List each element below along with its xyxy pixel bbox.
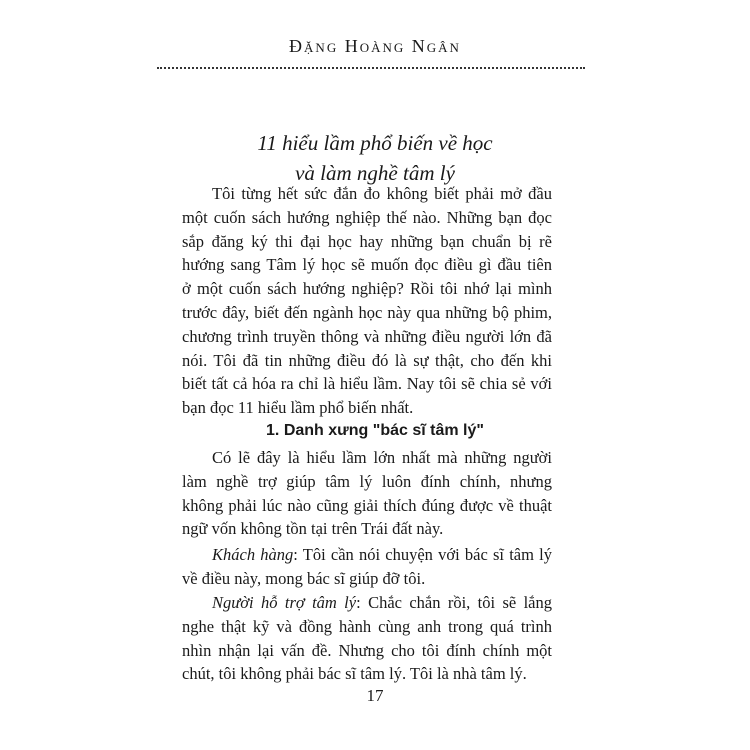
text-line: không phải lúc nào cũng giải thích đúng được về thuật bbox=[182, 495, 552, 515]
text-line: ở một cuốn sách hướng nghiệp? Rồi tôi nhớ lại mình bbox=[182, 279, 552, 299]
text-line bbox=[182, 543, 552, 567]
text-line: bạn đọc 11 hiểu lầm phổ biến nhất. bbox=[182, 398, 414, 418]
speech-text: : Tôi cần nói chuyện với bác sĩ tâm lý bbox=[293, 545, 552, 564]
text-line: hướng sang Tâm lý học sẽ muốn đọc điều gì đầu tiên bbox=[182, 255, 552, 275]
text-line: nghe thật kỹ và đồng hành cùng anh trong quá trình bbox=[182, 616, 552, 636]
text-line: biết tất cả hóa ra chỉ là hiểu lầm. Nay tôi sẽ chia sẻ với bbox=[182, 374, 552, 394]
text-line: trước đây, biết đến ngành học này qua những bộ phim, bbox=[182, 302, 552, 322]
text-line: về điều này, mong bác sĩ giúp đỡ tôi. bbox=[182, 568, 426, 588]
intro-paragraph bbox=[182, 182, 552, 420]
speaker-label: Khách hàng bbox=[212, 545, 294, 564]
header-dotted-rule bbox=[157, 67, 585, 69]
text-line bbox=[182, 591, 552, 615]
text-line: Tôi từng hết sức đắn đo không biết phải mở đầu bbox=[212, 184, 552, 203]
text-line: nhìn nhận lại vấn đề. Nhưng cho tôi đính chính một bbox=[182, 640, 552, 660]
text-line: chương trình truyền thông và những điều người lớn đã bbox=[182, 326, 552, 346]
text-line: ngữ vốn không tồn tại trên Trái đất này. bbox=[182, 519, 444, 539]
section-paragraph bbox=[182, 446, 552, 541]
speech-text: : Chắc chắn rồi, tôi sẽ lắng bbox=[356, 593, 552, 612]
chapter-title-line-2: và làm nghề tâm lý bbox=[295, 161, 455, 185]
text-line: nói. Tôi đã tin những điều đó là sự thật, cho đến khi bbox=[182, 350, 552, 370]
text-line: sắp đăng ký thi đại học hay những bạn chuẩn bị rẽ bbox=[182, 231, 552, 251]
chapter-title bbox=[0, 128, 750, 188]
text-line: Có lẽ đây là hiểu lầm lớn nhất mà những người bbox=[212, 448, 552, 467]
dialogue-helper bbox=[182, 591, 552, 686]
dialogue-client bbox=[182, 543, 552, 591]
text-line: làm nghề trợ giúp tâm lý luôn đính chính, nhưng bbox=[182, 471, 552, 491]
running-head-author: Đặng Hoàng Ngân bbox=[289, 36, 461, 56]
section-heading: 1. Danh xưng "bác sĩ tâm lý" bbox=[266, 422, 484, 439]
text-line: một cuốn sách hướng nghiệp thế nào. Những bạn đọc bbox=[182, 207, 552, 227]
page-number: 17 bbox=[366, 686, 384, 705]
text-line: chút, tôi không phải bác sĩ tâm lý. Tôi là nhà tâm lý. bbox=[182, 664, 527, 684]
chapter-title-line-1: 11 hiểu lầm phổ biến về học bbox=[257, 131, 493, 155]
speaker-label: Người hỗ trợ tâm lý bbox=[212, 593, 357, 612]
